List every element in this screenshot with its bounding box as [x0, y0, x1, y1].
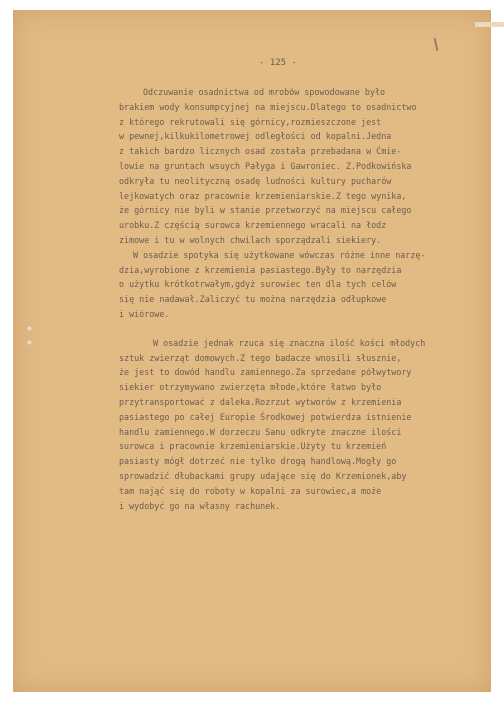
text-line: że górnicy nie byli w stanie przetworzyć na miejscu całego	[119, 205, 412, 216]
paragraph-gap	[143, 322, 488, 336]
text-line: handlu zamiennego.W dorzeczu Sanu odkryte znaczne ilości	[119, 426, 402, 437]
text-line: urobku.Z częścią surowca krzemiennego wracali na łodz	[119, 220, 387, 231]
text-line: że jest to dowód handlu zamiennego.Za sprzedane półwytwory	[119, 367, 412, 378]
text-line: W osadzie spotyka się użytkowane wówczas różne inne narzę-	[133, 249, 426, 260]
paper-edge-strip	[475, 22, 504, 27]
document-sheet	[13, 10, 491, 692]
pencil-mark	[434, 38, 439, 51]
paragraph	[119, 336, 488, 514]
text-line: z którego rekrutowali się górnicy,rozmieszczone jest	[119, 116, 382, 127]
typed-text-body	[119, 85, 488, 513]
paragraph	[119, 85, 488, 248]
text-line: się nie nadawał.Zaliczyć tu można narzędzia odłupkowe	[119, 294, 387, 305]
text-line: pasiasty mógł dotrzeć nie tylko drogą handlową.Mogły go	[119, 456, 397, 467]
text-line: lejkowatych oraz pracownie krzemieniarskie.Z tego wynika,	[119, 190, 407, 201]
text-line: zimowe i tu w wolnych chwilach sporządzali siekiery.	[119, 234, 382, 245]
punch-hole	[27, 340, 32, 345]
text-line: i wiórowe.	[119, 308, 170, 319]
text-line: siekier otrzymywano zwierzęta młode,które łatwo było	[119, 382, 382, 393]
text-line: brakiem wody konsumpcyjnej na miejscu.Dlatego to osadnictwo	[119, 101, 417, 112]
text-line: W osadzie jednak rzuca się znaczna ilość kości młodych	[153, 337, 426, 348]
punch-hole	[27, 326, 32, 331]
text-line: tam nająć się do roboty w kopalni za surowiec,a może	[119, 485, 382, 496]
paragraph	[119, 248, 488, 322]
text-line: odkryła tu neolityczną osadę ludności kultury pucharów	[119, 175, 392, 186]
text-line: z takich bardzo licznych osad została przebadana w Ćmie-	[119, 146, 402, 157]
page-number: - 125 -	[259, 58, 297, 68]
text-line: sprowadzić dłubackami grupy udające się do Krzemionek,aby	[119, 470, 407, 481]
text-line: w pewnej,kilkukilometrowej odległości od kopalni.Jedna	[119, 131, 392, 142]
text-line: lowie na gruntach wsuych Pałyga i Gawroniec. Z.Podkowińska	[119, 160, 412, 171]
text-line: dzia,wyrobione z krzemienia pasiastego.Były to narzędzia	[119, 264, 402, 275]
text-line: przytransportować z daleka.Rozrzut wytworów z krzemienia	[119, 396, 402, 407]
text-line: o użytku krótkotrwałym,gdyż surowiec ten dla tych celów	[119, 279, 397, 290]
text-line: surowca i pracownie krzemieniarskie.Użyty tu krzemień	[119, 441, 387, 452]
text-line: i wydobyć go na własny rachunek.	[119, 500, 281, 511]
text-line: sztuk zwierząt domowych.Z tego badacze wnosili słusznie,	[119, 352, 402, 363]
text-line: pasiastego po całej Europie Środkowej potwierdza istnienie	[119, 411, 412, 422]
text-line: Odczuwanie osadnictwa od mrobów spowodowane było	[143, 87, 386, 97]
